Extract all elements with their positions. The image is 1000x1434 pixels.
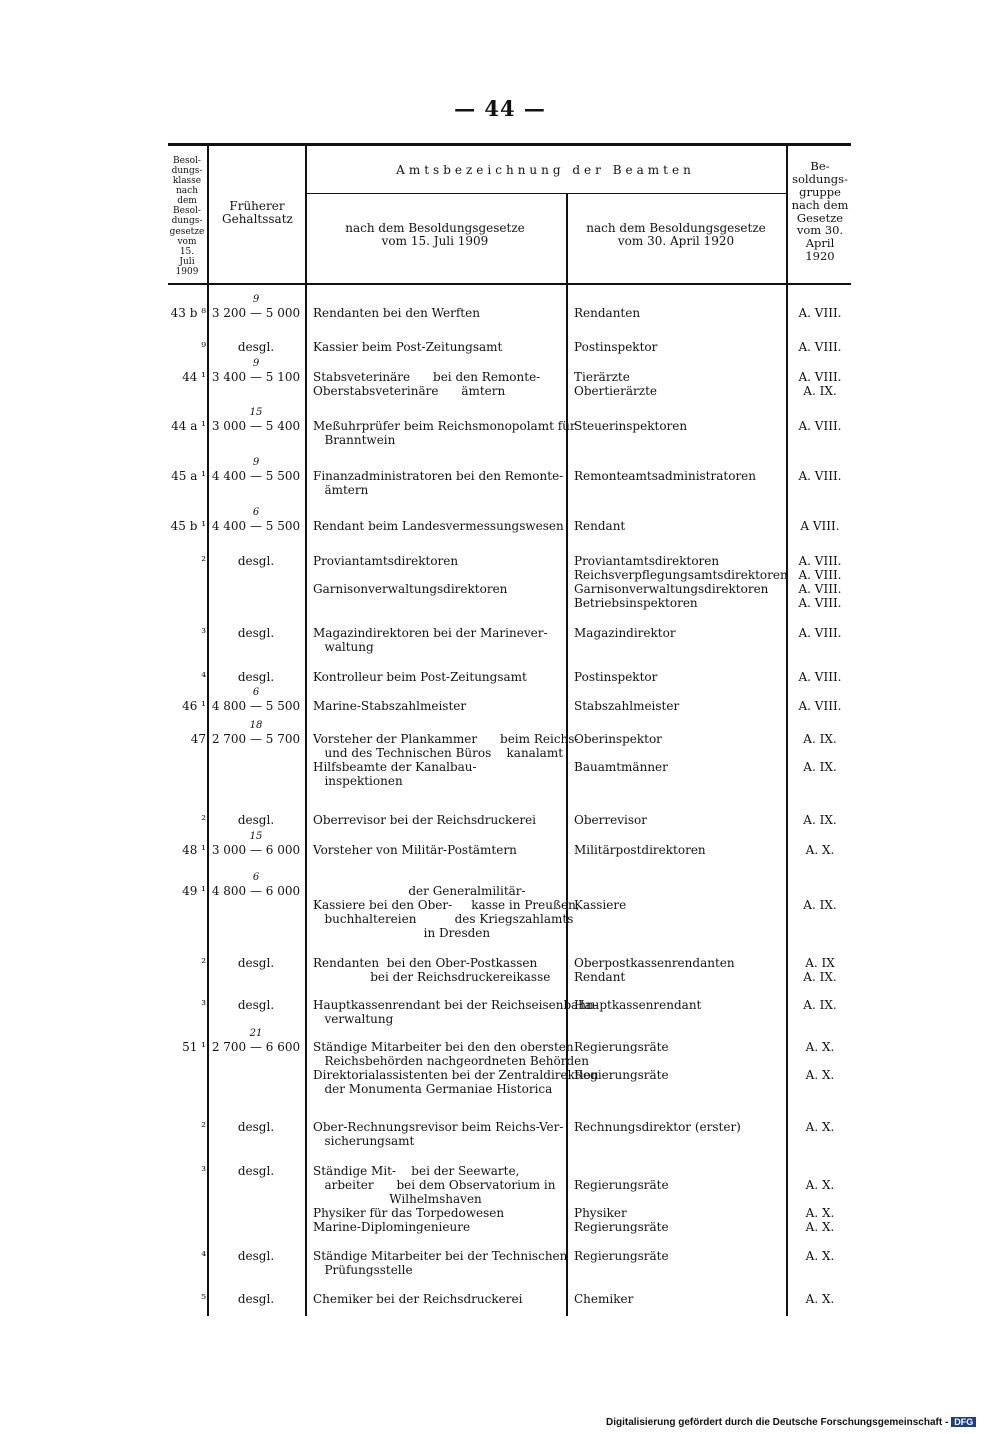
new-title-line: Remonteamtsadministratoren [574, 469, 757, 483]
new-title-line: Bauamtmänner [574, 760, 668, 774]
besoldungsklasse-cell: ³ [201, 626, 206, 640]
new-title-line: Obertierärzte [574, 384, 657, 398]
besoldungsklasse-cell: 43 b ⁸ [170, 306, 206, 320]
old-title-line: buchhaltereien des Kriegszahlamts [313, 912, 574, 926]
besoldungsgruppe-cell: A. IX. [803, 813, 837, 827]
new-title-line: Oberinspektor [574, 732, 662, 746]
salary-cell: 3 000 — 6 000 [211, 843, 301, 857]
old-title-line: Kassier beim Post-Zeitungsamt [313, 340, 503, 354]
old-title-line: inspektionen [313, 774, 403, 788]
old-title-line: und des Technischen Büros kanalamt [313, 746, 564, 760]
besoldungsgruppe-cell: A. VIII. [798, 554, 842, 568]
col-divider-1 [207, 146, 209, 1316]
old-title-line: Hauptkassenrendant bei der Reichseisenbahn- [313, 998, 598, 1012]
header-frueher: Früherer Gehaltssatz [222, 199, 293, 227]
salary-cell: desgl. [237, 340, 275, 354]
besoldungsgruppe-cell: A. X. [805, 1292, 835, 1306]
old-title-line: Rendanten bei den Werften [313, 306, 480, 320]
new-title-line: Postinspektor [574, 670, 658, 684]
besoldungsgruppe-cell: A. X. [805, 1249, 835, 1263]
old-title-line: Oberstabsveterinäre ämtern [313, 384, 506, 398]
col-divider-2 [305, 146, 307, 1316]
col-divider-3 [566, 194, 568, 1316]
old-title-line: Kassiere bei den Ober- kasse in Preußen, [313, 898, 580, 912]
new-title-line: Kassiere [574, 898, 627, 912]
old-title-line: Reichsbehörden nachgeordneten Behörden [313, 1054, 589, 1068]
old-title-line: Ständige Mitarbeiter bei der Technischen [313, 1249, 568, 1263]
besoldungsgruppe-cell: A VIII. [800, 519, 840, 533]
old-title-line: ämtern [313, 483, 369, 497]
new-title-line: Tierärzte [574, 370, 630, 384]
salary-cell: desgl. [237, 670, 275, 684]
new-title-line: Betriebsinspektoren [574, 596, 698, 610]
besoldungsklasse-cell: 45 b ¹ [170, 519, 206, 533]
new-title-line: Rendant [574, 970, 626, 984]
new-title-line: Postinspektor [574, 340, 658, 354]
new-title-line: Regierungsräte [574, 1068, 669, 1082]
new-title-line: Stabszahlmeister [574, 699, 680, 713]
header-bottom-rule [168, 283, 851, 285]
salary-cell: 2 700 — 5 700 [211, 732, 301, 746]
salary-cell: 2 700 — 6 600 [211, 1040, 301, 1054]
new-title-line: Reichsverpflegungsamtsdirektoren [574, 568, 788, 582]
besoldungsgruppe-cell: A. IX. [803, 760, 837, 774]
new-title-line: Oberrevisor [574, 813, 647, 827]
besoldungsklasse-cell: ³ [201, 1164, 206, 1178]
salary-cell: 3 000 — 5 400 [211, 419, 301, 433]
old-title-line: Chemiker bei der Reichsdruckerei [313, 1292, 523, 1306]
old-title-line: sicherungsamt [313, 1134, 415, 1148]
new-title-line: Militärpostdirektoren [574, 843, 706, 857]
footer-text: Digitalisierung gefördert durch die Deutsche Forschungsgemeinschaft - [606, 1417, 949, 1428]
new-title-line: Proviantamtsdirektoren [574, 554, 720, 568]
besoldungsgruppe-cell: A. VIII. [798, 306, 842, 320]
old-title-line: Marine-Stabszahlmeister [313, 699, 467, 713]
salary-step-count: 9 [252, 457, 260, 468]
salary-cell: desgl. [237, 1249, 275, 1263]
new-title-line: Oberpostkassenrendanten [574, 956, 735, 970]
salary-cell: 3 400 — 5 100 [211, 370, 301, 384]
new-title-line: Rendant [574, 519, 626, 533]
old-title-line: der Monumenta Germaniae Historica [313, 1082, 553, 1096]
old-title-line: Vorsteher der Plankammer beim Reichs- [313, 732, 579, 746]
besoldungsklasse-cell: ⁹ [201, 340, 206, 354]
new-title-line: Regierungsräte [574, 1178, 669, 1192]
new-title-line: Rendanten [574, 306, 641, 320]
old-title-line: Oberrevisor bei der Reichsdruckerei [313, 813, 537, 827]
besoldungsgruppe-cell: A. VIII. [798, 370, 842, 384]
besoldungsgruppe-cell: A. VIII. [798, 596, 842, 610]
besoldungsgruppe-cell: A. VIII. [798, 419, 842, 433]
new-title-line: Rechnungsdirektor (erster) [574, 1120, 741, 1134]
salary-step-count: 9 [252, 358, 260, 369]
amts-sub-rule [305, 193, 786, 194]
old-title-line: in Dresden [313, 926, 491, 940]
salary-step-count: 15 [249, 831, 263, 842]
besoldungsgruppe-cell: A. VIII. [798, 568, 842, 582]
besoldungsgruppe-cell: A. X. [805, 843, 835, 857]
besoldungsgruppe-cell: A. IX. [803, 732, 837, 746]
salary-cell: 4 400 — 5 500 [211, 519, 301, 533]
header-gruppe: Be- soldungs- gruppe nach dem Gesetze vom 30. April 1920 [791, 159, 849, 264]
old-title-line: Garnisonverwaltungsdirektoren [313, 582, 508, 596]
new-title-line: Steuerinspektoren [574, 419, 688, 433]
besoldungsgruppe-cell: A. X. [805, 1120, 835, 1134]
besoldungsgruppe-cell: A. X. [805, 1068, 835, 1082]
old-title-line: Ständige Mit- bei der Seewarte, [313, 1164, 520, 1178]
page-number: — 44 — [454, 96, 546, 121]
besoldungsgruppe-cell: A. VIII. [798, 469, 842, 483]
dfg-logo: DFG [951, 1417, 976, 1427]
col-divider-4 [786, 146, 788, 1316]
old-title-line: Stabsveterinäre bei den Remonte- [313, 370, 541, 384]
old-title-line: Kontrolleur beim Post-Zeitungsamt [313, 670, 527, 684]
salary-step-count: 6 [252, 687, 260, 698]
old-title-line: Finanzadministratoren bei den Remonte- [313, 469, 564, 483]
old-title-line: Rendanten bei den Ober-Postkassen [313, 956, 538, 970]
besoldungsgruppe-cell: A. X. [805, 1040, 835, 1054]
old-title-line: Marine-Diplomingenieure [313, 1220, 471, 1234]
old-title-line: Wilhelmshaven [313, 1192, 482, 1206]
besoldungsgruppe-cell: A. IX. [803, 970, 837, 984]
old-title-line: Proviantamtsdirektoren [313, 554, 459, 568]
besoldungsgruppe-cell: A. X. [805, 1178, 835, 1192]
besoldungsklasse-cell: ³ [201, 998, 206, 1012]
header-amts: Amtsbezeichnung der Beamten [396, 163, 695, 177]
salary-cell: desgl. [237, 1164, 275, 1178]
besoldungsgruppe-cell: A. VIII. [798, 670, 842, 684]
besoldungsklasse-cell: 45 a ¹ [171, 469, 206, 483]
salary-cell: desgl. [237, 626, 275, 640]
besoldungsklasse-cell: 47 [190, 732, 206, 746]
old-title-line: Vorsteher von Militär-Postämtern [313, 843, 517, 857]
besoldungsgruppe-cell: A. VIII. [798, 699, 842, 713]
besoldungsgruppe-cell: A. IX [805, 956, 835, 970]
header-nach-1909: nach dem Besoldungsgesetze vom 15. Juli 1909 [345, 221, 525, 249]
salary-cell: desgl. [237, 1292, 275, 1306]
old-title-line: waltung [313, 640, 374, 654]
salary-step-count: 21 [249, 1028, 263, 1039]
new-title-line: Garnisonverwaltungsdirektoren [574, 582, 769, 596]
new-title-line: Chemiker [574, 1292, 634, 1306]
old-title-line: Ständige Mitarbeiter bei den den obersten [313, 1040, 574, 1054]
old-title-line: Ober-Rechnungsrevisor beim Reichs-Ver- [313, 1120, 564, 1134]
new-title-line: Hauptkassenrendant [574, 998, 702, 1012]
old-title-line: arbeiter bei dem Observatorium in [313, 1178, 556, 1192]
besoldungsklasse-cell: 46 ¹ [182, 699, 206, 713]
salary-cell: 4 800 — 6 000 [211, 884, 301, 898]
salary-cell: desgl. [237, 813, 275, 827]
old-title-line: Rendant beim Landesvermessungswesen [313, 519, 564, 533]
new-title-line: Magazindirektor [574, 626, 676, 640]
old-title-line: Magazindirektoren bei der Marinever- [313, 626, 548, 640]
salary-cell: desgl. [237, 554, 275, 568]
new-title-line: Regierungsräte [574, 1040, 669, 1054]
besoldungsgruppe-cell: A. IX. [803, 898, 837, 912]
besoldungsklasse-cell: ² [201, 813, 206, 827]
new-title-line: Physiker [574, 1206, 627, 1220]
old-title-line: Branntwein [313, 433, 396, 447]
salary-step-count: 6 [252, 507, 260, 518]
old-title-line: der Generalmilitär- [313, 884, 526, 898]
new-title-line: Regierungsräte [574, 1249, 669, 1263]
besoldungsklasse-cell: ² [201, 554, 206, 568]
besoldungsklasse-cell: 51 ¹ [182, 1040, 206, 1054]
salary-cell: desgl. [237, 998, 275, 1012]
salary-step-count: 18 [249, 720, 263, 731]
header-nach-1920: nach dem Besoldungsgesetze vom 30. April 1920 [586, 221, 766, 249]
old-title-line: Meßuhrprüfer beim Reichsmonopolamt für [313, 419, 576, 433]
salary-step-count: 6 [252, 872, 260, 883]
footer-credit [606, 1417, 976, 1428]
besoldungsgruppe-cell: A. VIII. [798, 340, 842, 354]
header-klasse: Besol- dungs- klasse nach dem Besol- dungs- gesetze vom 15. Juli 1909 [169, 156, 205, 277]
besoldungsgruppe-cell: A. X. [805, 1206, 835, 1220]
salary-cell: desgl. [237, 1120, 275, 1134]
besoldungsgruppe-cell: A. X. [805, 1220, 835, 1234]
besoldungsklasse-cell: ² [201, 1120, 206, 1134]
salary-step-count: 15 [249, 407, 263, 418]
besoldungsklasse-cell: 44 a ¹ [171, 419, 206, 433]
new-title-line: Regierungsräte [574, 1220, 669, 1234]
besoldungsklasse-cell: ² [201, 956, 206, 970]
besoldungsklasse-cell: 48 ¹ [182, 843, 206, 857]
salary-step-count: 9 [252, 294, 260, 305]
salary-cell: 3 200 — 5 000 [211, 306, 301, 320]
old-title-line: Prüfungsstelle [313, 1263, 413, 1277]
besoldungsgruppe-cell: A. IX. [803, 384, 837, 398]
old-title-line: verwaltung [313, 1012, 394, 1026]
salary-cell: 4 400 — 5 500 [211, 469, 301, 483]
top-rule [168, 143, 851, 146]
besoldungsgruppe-cell: A. IX. [803, 998, 837, 1012]
besoldungsklasse-cell: 44 ¹ [182, 370, 206, 384]
salary-cell: 4 800 — 5 500 [211, 699, 301, 713]
old-title-line: Physiker für das Torpedowesen [313, 1206, 505, 1220]
salary-cell: desgl. [237, 956, 275, 970]
besoldungsklasse-cell: 49 ¹ [182, 884, 206, 898]
besoldungsklasse-cell: ⁵ [201, 1292, 206, 1306]
besoldungsgruppe-cell: A. VIII. [798, 626, 842, 640]
besoldungsgruppe-cell: A. VIII. [798, 582, 842, 596]
besoldungsklasse-cell: ⁴ [201, 1249, 206, 1263]
besoldungsklasse-cell: ⁴ [201, 670, 206, 684]
old-title-line: Direktorialassistenten bei der Zentraldirektion [313, 1068, 599, 1082]
old-title-line: bei der Reichsdruckereikasse [313, 970, 551, 984]
old-title-line: Hilfsbeamte der Kanalbau- [313, 760, 477, 774]
